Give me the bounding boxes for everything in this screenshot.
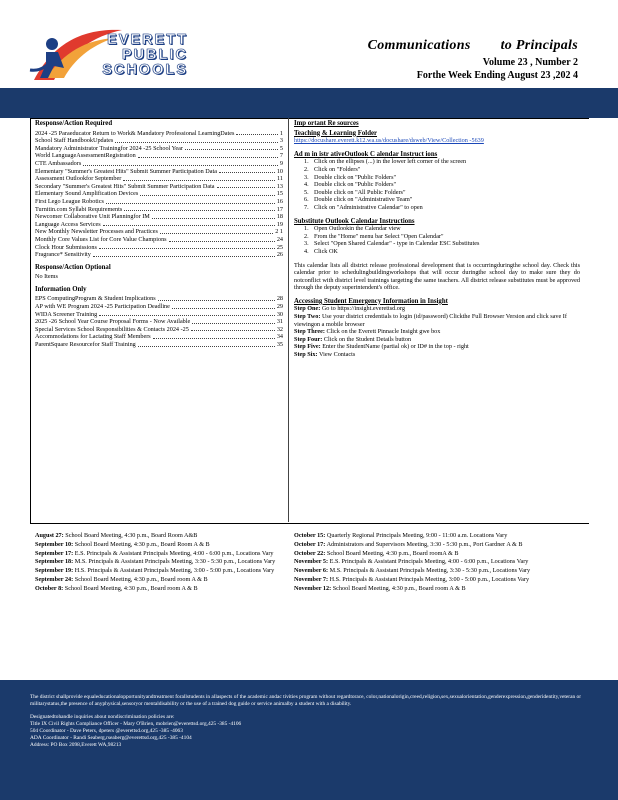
instruction-step <box>304 166 580 174</box>
table-of-contents <box>35 120 283 349</box>
header-band <box>0 88 618 118</box>
emergency-step-text: View Contacts <box>319 351 356 359</box>
newsletter-title-block <box>368 38 578 81</box>
calendar-event <box>35 550 283 558</box>
toc-item-page: 10 <box>276 167 283 175</box>
step-number: 7. <box>304 203 309 211</box>
emergency-step <box>294 336 580 344</box>
toc-item-page: 11 <box>277 175 283 183</box>
step-text: Double click on "Public Folders" <box>314 173 397 181</box>
calendar-event <box>35 541 283 549</box>
toc-item-page: 13 <box>276 182 283 190</box>
instruction-step <box>304 204 580 212</box>
event-description: H.S. Principals & Assistant Principals Meeting, 3:00 - 5:00 p.m., Locations Vary <box>74 567 275 575</box>
toc-leader-dots <box>83 165 278 166</box>
designated-contact-line: ADA Coordinator - Randi Seaberg,rseaberg@everettsd.org,425 -385 -4104 <box>30 735 192 741</box>
designated-contact-line: 504 Coordinator - Dave Peters, dpeters @everettsd.org,425 -385 -4063 <box>30 728 183 734</box>
events-left-column <box>35 532 283 594</box>
toc-leader-dots <box>140 195 275 196</box>
step-number: 4. <box>304 247 309 255</box>
step-number: 2. <box>304 165 309 173</box>
toc-item-title: Mandatory Administrator Trainingfor 2024 -25 School Year <box>35 144 183 152</box>
event-date: October 22: <box>294 549 326 557</box>
emergency-step-text: Click on the Student Details button <box>323 335 412 343</box>
toc-item-title: Special Services School Responsibilities & Contacts 2024 -25 <box>35 325 189 333</box>
event-description: M.S. Principals & Assistant Principals Meeting, 3:30 - 5:30 p.m., Locations Vary <box>329 567 531 575</box>
toc-leader-dots <box>99 248 275 249</box>
emergency-info-title: Accessing Student Emergency Information in Insight <box>294 297 448 305</box>
toc-leader-dots <box>185 149 278 150</box>
step-text: Click OK <box>314 247 338 255</box>
step-number: 3. <box>304 173 309 181</box>
calendar-event <box>294 541 582 549</box>
newsletter-title <box>368 38 578 54</box>
toc-item[interactable] <box>35 295 283 303</box>
toc-item-title: World LanguageAssessmentRegistration <box>35 152 136 160</box>
step-text: Select "Open Shared Calendar" - type in Calendar ESC Substitutes <box>314 240 480 248</box>
event-date: September 18: <box>35 558 74 566</box>
toc-item-title: Clock Hour Submissions <box>35 243 97 251</box>
logo-text-schools: SCHOOLS <box>102 61 188 78</box>
toc-item[interactable] <box>35 333 283 341</box>
step-number: 2. <box>304 232 309 240</box>
toc-item[interactable] <box>35 221 283 229</box>
toc-leader-dots <box>99 315 275 316</box>
required-list <box>35 130 283 259</box>
toc-item[interactable] <box>35 145 283 153</box>
logo-text-public: PUBLIC <box>122 46 188 63</box>
footer <box>0 680 618 800</box>
emergency-step-text: Enter the StudentName (partial ok) or ID# in the top - right <box>322 343 469 351</box>
toc-leader-dots <box>172 308 275 309</box>
toc-item-title: CTE Ambassadors <box>35 159 82 167</box>
designated-contacts-list <box>30 721 588 749</box>
event-date: November 5: <box>294 558 329 566</box>
event-description: School Board Meeting, 4:30 p.m., Board room A & B <box>74 575 208 583</box>
toc-item-page: 16 <box>276 197 283 205</box>
resources-column <box>294 120 580 359</box>
emergency-step-label: Step Three: <box>294 328 325 336</box>
optional-text: No Items <box>35 273 58 281</box>
event-date: September 24: <box>35 575 74 583</box>
toc-item-title: 2025 -26 School Year Course Proposal Forms - Now Available <box>35 318 191 326</box>
step-number: 5. <box>304 188 309 196</box>
toc-leader-dots <box>138 346 275 347</box>
toc-leader-dots <box>106 203 275 204</box>
calendar-event <box>294 550 582 558</box>
event-description: Administrators and Supervisors Meeting, 3:30 - 5:30 p.m., Port Gardner A & B <box>326 540 523 548</box>
toc-leader-dots <box>192 323 275 324</box>
emergency-step <box>294 305 580 313</box>
step-text: Click on "Administrative Calendar" to open <box>314 203 423 211</box>
step-text: Double click on "Administrative Team" <box>314 196 413 204</box>
toc-item[interactable] <box>35 244 283 252</box>
toc-item[interactable] <box>35 318 283 326</box>
logo-text-everett: EVERETT <box>107 31 188 48</box>
toc-leader-dots <box>124 210 275 211</box>
toc-item-page: 29 <box>276 303 283 311</box>
toc-item[interactable] <box>35 213 283 221</box>
toc-item-page: 2 1 <box>275 228 283 236</box>
toc-item[interactable] <box>35 190 283 198</box>
calendar-event <box>294 558 582 566</box>
step-number: 1. <box>304 158 309 166</box>
emergency-step-label: Step One: <box>294 305 321 313</box>
toc-item[interactable] <box>35 251 283 259</box>
toc-item-page: 35 <box>276 341 283 349</box>
step-number: 1. <box>304 225 309 233</box>
volume-number: Volume 23 , Number 2 <box>482 57 578 68</box>
toc-item[interactable] <box>35 236 283 244</box>
toc-item-page: 5 <box>279 144 283 152</box>
resources-title: Imp ortant Re sources <box>294 120 359 127</box>
toc-item-page: 34 <box>276 333 283 341</box>
admin-calendar-title: Ad m in istr ativeOutlook C alendar Instruct ions <box>294 150 438 158</box>
toc-leader-dots <box>217 187 275 188</box>
toc-item-page: 1 <box>279 129 283 137</box>
toc-item-page: 15 <box>276 190 283 198</box>
toc-item[interactable] <box>35 341 283 349</box>
toc-item-title: Language Access Services <box>35 220 101 228</box>
calendar-event <box>294 567 582 575</box>
toc-item-title: Assessment Outlookfor September <box>35 175 122 183</box>
step-number: 4. <box>304 181 309 189</box>
toc-item[interactable] <box>35 206 283 214</box>
event-description: E.S. Principals & Assistant Principals Meeting, 4:00 - 6:00 p.m., Locations Vary <box>329 558 529 566</box>
column-divider <box>288 118 289 522</box>
sub-calendar-steps <box>304 225 580 255</box>
toc-item[interactable] <box>35 137 283 145</box>
toc-item-title: Monthly Core Values List for Core Value Champions <box>35 235 167 243</box>
toc-item-title: School Staff HandbookUpdates <box>35 137 114 145</box>
toc-item-title: Turnitin.com Syllabi Requirements <box>35 205 123 213</box>
step-text: Click on "Folders" <box>314 165 361 173</box>
emergency-step-label: Step Four: <box>294 335 323 343</box>
instruction-step <box>304 158 580 166</box>
emergency-step-label: Step Six: <box>294 351 318 359</box>
calendar-event <box>35 576 283 584</box>
toc-item-title: New Monthly Newsletter Processes and Practices <box>35 228 158 236</box>
section-info-title: Information Only <box>35 285 87 293</box>
toc-item-title: Newcomer Collaborative Unit Planningfor IM <box>35 213 150 221</box>
toc-item-title: 2024 -25 Paraeducator Return to Work& Mandatory Professional LearningDates <box>35 129 235 137</box>
district-logo <box>24 22 192 88</box>
step-text: Double click on "Public Folders" <box>314 181 397 189</box>
toc-item-title: Accommodations for Lactating Staff Members <box>35 333 151 341</box>
event-description: School Board Meeting, 4:30 p.m., Board room A & B <box>332 584 466 592</box>
emergency-step <box>294 343 580 351</box>
emergency-step-text: Use your district credentials to login (id/password) Clickthe Full Browser Version and click save If viewingon a mobile browser <box>294 313 567 328</box>
emergency-step-text: Go to https://insight.everettsd.org <box>321 305 405 313</box>
event-description: M.S. Principals & Assistant Principals Meeting, 3:30 - 5:30 p.m., Locations Vary <box>74 558 276 566</box>
toc-item-page: 31 <box>276 318 283 326</box>
instruction-step <box>304 225 580 233</box>
toc-item[interactable] <box>35 152 283 160</box>
calendar-event <box>35 558 283 566</box>
week-ending: Forthe Week Ending August 23 ,202 4 <box>416 70 578 81</box>
toc-item[interactable] <box>35 228 283 236</box>
toc-item-title: Elementary Sound Amplification Devices <box>35 190 139 198</box>
toc-item[interactable] <box>35 198 283 206</box>
calendar-event <box>35 567 283 575</box>
toc-item-page: 7 <box>279 152 283 160</box>
nondiscrimination-statement: The district shallprovide equaleducationalopportunityandtreatment forallstudents in allaspects of the academic andac tivities program without regardtorace, color,nationalorigin,creed,religion,sex,sexualorientation,genderexpression,genderidentity,veteran or militarystatus,the presence of anyphysical,sensoryor mentaldisability or the use of a trained dog guide or service animalby a student with a disability. <box>30 694 582 707</box>
step-text: From the "Home" menu bar Select "Open Calendar" <box>314 232 444 240</box>
toc-leader-dots <box>115 142 278 143</box>
toc-leader-dots <box>138 157 278 158</box>
toc-item[interactable] <box>35 183 283 191</box>
toc-item-page: 28 <box>276 295 283 303</box>
sub-calendar-title: Substitute Outlook Calendar Instructions <box>294 217 415 225</box>
event-description: H.S. Principals & Assistant Principals Meeting, 3:00 - 5:00 p.m., Locations Vary <box>329 575 530 583</box>
emergency-info-steps <box>294 305 580 358</box>
toc-item[interactable] <box>35 311 283 319</box>
toc-leader-dots <box>123 180 275 181</box>
event-date: September 10: <box>35 540 74 548</box>
emergency-step-label: Step Five: <box>294 343 321 351</box>
toc-item-title: EPS ComputingProgram & Student Implications <box>35 295 156 303</box>
toc-item-title: Fragrance* Sensitivity <box>35 251 91 259</box>
toc-item-page: 18 <box>276 213 283 221</box>
info-list <box>35 295 283 348</box>
toc-item-page: 32 <box>276 325 283 333</box>
title-part-1: Communications <box>367 38 471 53</box>
event-date: November 7: <box>294 575 329 583</box>
toc-leader-dots <box>160 233 273 234</box>
calendar-event <box>294 576 582 584</box>
toc-item-title: AP with WE Program 2024 -25 Participation Deadline <box>35 303 170 311</box>
toc-item-page: 17 <box>276 205 283 213</box>
events-right-column <box>294 532 582 594</box>
toc-item[interactable] <box>35 130 283 138</box>
toc-item-page: 3 <box>279 137 283 145</box>
teaching-folder-link[interactable]: https://docushare.everett.k12.wa.us/docushare/dsweb/View/Collection -5639 <box>294 137 484 145</box>
calendar-event <box>294 585 582 593</box>
calendar-event <box>35 532 283 540</box>
event-description: School Board Meeting, 4:30 p.m., Board roomA & B <box>326 549 459 557</box>
toc-item[interactable] <box>35 326 283 334</box>
footer-content <box>30 694 588 749</box>
step-number: 6. <box>304 196 309 204</box>
step-number: 3. <box>304 240 309 248</box>
content-area <box>30 118 588 680</box>
event-description: School Board Meeting, 4:30 p.m., Board Room A&B <box>65 532 198 539</box>
toc-item-page: 25 <box>276 243 283 251</box>
emergency-step-label: Step Two: <box>294 313 321 321</box>
event-date: November 12: <box>294 584 332 592</box>
toc-leader-dots <box>219 172 275 173</box>
step-text: Click on the ellipses (...) in the lower left corner of the screen <box>314 158 467 166</box>
toc-item-page: 9 <box>279 159 283 167</box>
toc-leader-dots <box>152 218 275 219</box>
event-date: November 6: <box>294 567 329 575</box>
header <box>0 0 618 118</box>
toc-leader-dots <box>153 338 275 339</box>
toc-item[interactable] <box>35 168 283 176</box>
event-description: E.S. Principals & Assistant Principals Meeting, 4:00 - 6:00 p.m., Locations Vary <box>74 549 274 557</box>
toc-item-page: 24 <box>276 235 283 243</box>
toc-item-title: First Lego League Robotics <box>35 197 104 205</box>
event-date: October 17: <box>294 540 326 548</box>
teaching-folder-title: Teaching & Learning Folder <box>294 129 378 137</box>
calendar-event <box>294 532 582 540</box>
designated-contact-line: Title IX Civil Rights Compliance Officer - Mary O'Brien, mobrien@everettsd.org,425 -385 -4106 <box>30 721 242 727</box>
event-date: August 27: <box>35 532 64 539</box>
event-date: October 8: <box>35 584 64 592</box>
toc-leader-dots <box>158 300 275 301</box>
toc-item-title: Elementary "Summer's Greatest Hits" Submit Summer Participation Data <box>35 167 217 175</box>
sub-calendar-paragraph: This calendar lists all district release professional development that is occurringduringthe school day. Check this calendar prior to schedulingbuildingworkshops that will occur duringthe school day to make sure they do notconflict with district level trainings targeting the same teachers. All district release substitutes must be approved through the deputy superintendent's office. <box>294 261 580 292</box>
step-text: Open Outlookin the Calendar view <box>314 225 401 233</box>
toc-leader-dots <box>191 330 275 331</box>
emergency-step <box>294 313 580 328</box>
toc-item[interactable] <box>35 303 283 311</box>
toc-item-page: 19 <box>276 220 283 228</box>
instruction-step <box>304 174 580 182</box>
event-description: School Board Meeting, 4:30 p.m., Board room A & B <box>64 584 198 592</box>
toc-leader-dots <box>169 241 275 242</box>
step-text: Double click on "All Public Folders" <box>314 188 406 196</box>
event-date: September 19: <box>35 567 74 575</box>
section-optional-title: Response/Action Optional <box>35 263 111 271</box>
admin-calendar-steps <box>304 158 580 211</box>
toc-item-page: 26 <box>276 251 283 259</box>
instruction-step <box>304 181 580 189</box>
emergency-step <box>294 328 580 336</box>
instruction-step <box>304 233 580 241</box>
toc-item-page: 30 <box>276 310 283 318</box>
section-required-title: Response/Action Required <box>35 120 113 127</box>
toc-item-title: ParentSquare Resourcefor Staff Training <box>35 341 136 349</box>
toc-item[interactable] <box>35 175 283 183</box>
event-date: October 15: <box>294 532 326 539</box>
designated-contact-line: Address: PO Box 2098,Everett WA,98213 <box>30 742 122 748</box>
toc-leader-dots <box>236 134 278 135</box>
designated-contacts-intro: Designatedtohandle inquiries about nondiscrimination policies are: <box>30 714 175 720</box>
calendar-event <box>35 585 283 593</box>
instruction-step <box>304 196 580 204</box>
event-description: Quarterly Regional Principals Meeting, 9:00 - 11:00 a.m. Locations Vary <box>326 532 508 539</box>
instruction-step <box>304 248 580 256</box>
instruction-step <box>304 189 580 197</box>
emergency-step <box>294 351 580 359</box>
toc-item-title: Secondary "Summer's Greatest Hits" Submit Summer Participation Data <box>35 182 215 190</box>
event-date: September 17: <box>35 549 74 557</box>
event-description: School Board Meeting, 4:30 p.m., Board Room A & B <box>74 540 210 548</box>
toc-leader-dots <box>93 256 275 257</box>
title-part-2: to Principals <box>500 38 578 53</box>
toc-item[interactable] <box>35 160 283 168</box>
toc-leader-dots <box>103 225 275 226</box>
toc-item-title: WIDA Screener Training <box>35 310 98 318</box>
instruction-step <box>304 240 580 248</box>
emergency-step-text: Click on the Everett Pinnacle Insight gwe box <box>326 328 441 336</box>
